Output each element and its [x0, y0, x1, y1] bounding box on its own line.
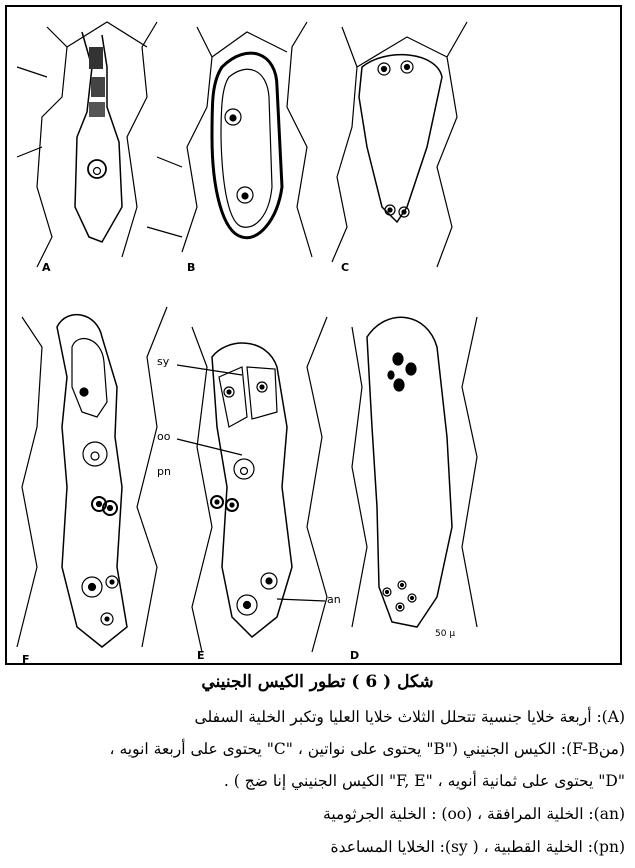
caption-line-5: (pn): الخلية القطبية ، ( sy): الخلايا المساعدة: [330, 838, 625, 856]
figure-drawings: [7, 7, 620, 663]
caption-line-4: (an): الخلية المرافقة ، (oo) : الخلية الجرثومية: [323, 805, 625, 823]
caption-line-1: (A): أربعة خلايا جنسية تتحلل الثلاث خلايا العليا وتكبر الخلية السفلى: [194, 708, 625, 726]
label-polar-nuclei: pn: [157, 465, 171, 478]
label-egg-cell: oo: [157, 430, 171, 443]
panel-e-drawing: [177, 317, 327, 652]
caption-line-3: "D" يحتوى على ثمانية أنويه ، "F, E" الكيس الجنيني إنا ضج ) .: [223, 772, 625, 790]
label-synergids: sy: [157, 355, 170, 368]
panel-d-drawing: [352, 317, 477, 627]
panel-label-b: B: [187, 261, 196, 274]
panel-label-c: C: [341, 261, 350, 274]
figure-caption-title: شكل ( 6 ) تطور الكيس الجنيني: [201, 672, 434, 692]
panel-label-f: F: [22, 653, 30, 666]
embryo-sac-figure: [5, 5, 622, 665]
panel-b-drawing: [182, 22, 312, 257]
panel-label-a: A: [42, 261, 51, 274]
label-antipodals: an: [327, 593, 341, 606]
panel-c-drawing: [332, 22, 467, 267]
caption-line-2: (منF-B): الكيس الجنيني ("B" يحتوى على نواتين ، "C" يحتوى على أربعة انويه ،: [109, 740, 625, 758]
panel-label-e: E: [197, 649, 205, 662]
panel-a-drawing: [17, 22, 182, 267]
scale-mark: 50 µ: [435, 629, 456, 639]
panel-f-drawing: [17, 307, 170, 647]
panel-label-d: D: [350, 649, 360, 662]
